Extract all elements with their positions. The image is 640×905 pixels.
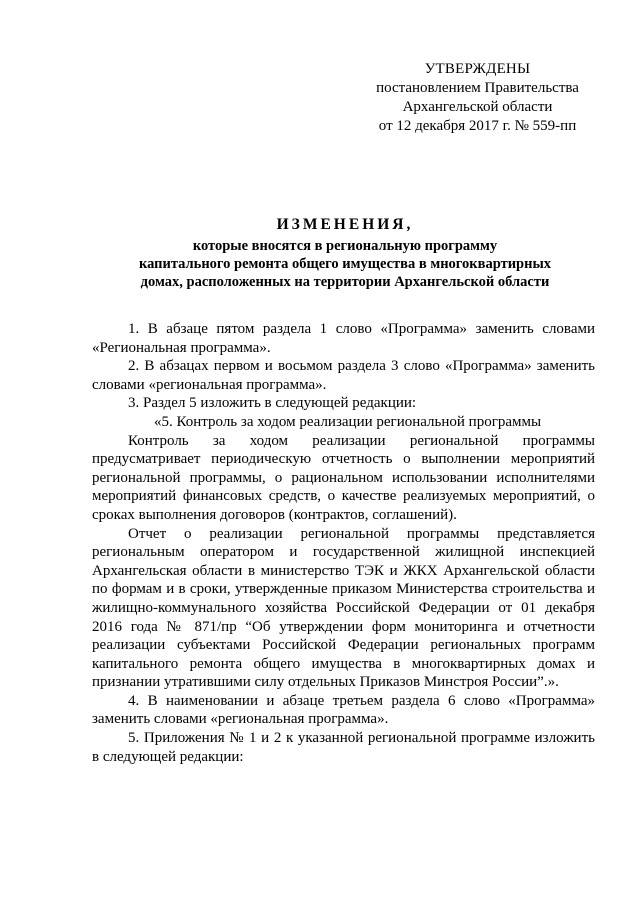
document-body	[92, 320, 595, 766]
document-subtitle-line-1: которые вносятся в региональную программу	[192, 238, 498, 254]
paragraph-5: 5. Приложения № 1 и 2 к указанной региональной программе изложить в следующей редакции:	[92, 730, 595, 765]
approval-heading: УТВЕРЖДЕНЫ	[424, 61, 531, 77]
approval-line-1: постановлением Правительства	[376, 80, 579, 96]
paragraph-4: 4. В наименовании и абзаце третьем раздела 6 слово «Программа» заменить словами «региональная программа».	[92, 692, 595, 728]
document-title-block	[95, 214, 595, 291]
document-title: ИЗМЕНЕНИЯ,	[276, 216, 414, 233]
document-subtitle-line-2: капитального ремонта общего имущества в многоквартирных	[138, 256, 552, 272]
approval-line-3: от 12 декабря 2017 г. № 559-пп	[378, 118, 577, 134]
paragraph-2: 2. В абзацах первом и восьмом раздела 3 слово «Программа» заменить словами «региональная программа».	[92, 358, 595, 393]
section-5-heading: «5. Контроль за ходом реализации региональной программы	[154, 413, 542, 430]
document-subtitle-line-3: домах, расположенных на территории Архангельской области	[140, 274, 550, 290]
section-5-paragraph-1: Контроль за ходом реализации региональной программы предусматривает периодическую отчетность о выполнении мероприятий региональной программы, о рациональном использовании исполнителями мероприятий финансовых средств, о качестве реализуемых мероприятий, о сроках выполнения договоров (контрактов, соглашений).	[92, 432, 595, 523]
approval-line-2: Архангельской области	[402, 99, 553, 115]
paragraph-1: 1. В абзаце пятом раздела 1 слово «Программа» заменить словами «Региональная программа».	[92, 321, 595, 356]
paragraph-3: 3. Раздел 5 изложить в следующей редакции:	[128, 395, 417, 412]
approval-stamp	[360, 60, 595, 136]
section-5-paragraph-2: Отчет о реализации региональной программы представляется региональным оператором и государственной жилищной инспекцией Архангельская области в министерство ТЭК и ЖКХ Архангельской области по формам и в сроки, утвержденные приказом Министерства строительства и жилищно-коммунального хозяйства Российской Федерации от 01 декабря 2016 года № 871/пр “Об утверждении форм мониторинга и отчетности реализации субъектами Российской Федерации региональных программ капитального ремонта общего имущества в многоквартирных домах и признании утратившими силу отдельных Приказов Минстроя России”.».	[92, 525, 595, 691]
